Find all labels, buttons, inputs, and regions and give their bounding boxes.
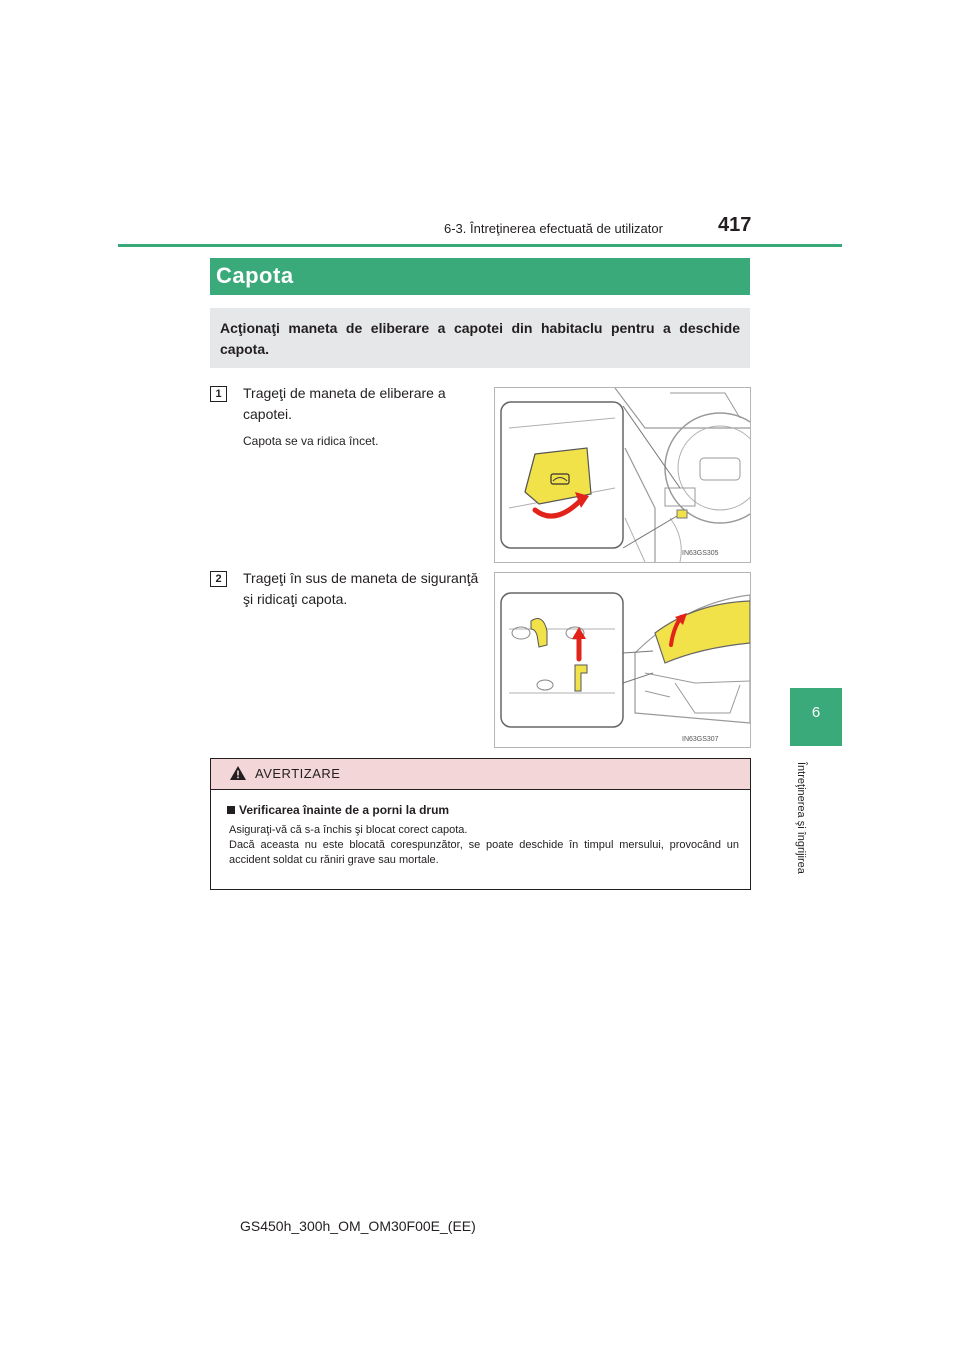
section-heading: 6-3. Întreţinerea efectuată de utilizator — [444, 221, 663, 236]
header-rule — [118, 244, 842, 247]
step-text-1: Trageţi de maneta de eliberare a capotei. — [243, 385, 446, 422]
warning-heading: AVERTIZARE — [255, 766, 341, 781]
chapter-label: Întreţinerea şi îngrijirea — [795, 762, 807, 874]
figure-hood-safety-lever — [494, 572, 751, 748]
instruction-text: Acţionaţi maneta de eliberare a capotei din habitaclu pentru a deschide capota. — [220, 320, 740, 357]
title-bar — [210, 258, 750, 295]
figure-code-1: IN63GS305 — [682, 550, 719, 557]
figure-hood-release-lever — [494, 387, 751, 563]
warning-body-line1: Asiguraţi-vă că s-a închis şi blocat corect capota. — [229, 824, 468, 836]
square-bullet-icon — [227, 806, 235, 814]
document-code: GS450h_300h_OM_OM30F00E_(EE) — [240, 1218, 476, 1234]
warning-triangle-icon — [229, 765, 247, 781]
warning-body-line2: Dacă aceasta nu este blocată corespunzător, se poate deschide în timpul mersului, provocând un accident soldat cu răniri grave sau mortale. — [229, 839, 739, 866]
instruction-box — [210, 308, 750, 368]
figure-code-2: IN63GS307 — [682, 736, 719, 743]
page-number: 417 — [718, 214, 752, 236]
step-number-2: 2 — [210, 571, 227, 587]
warning-subheading-row — [227, 803, 449, 817]
step-note-1: Capota se va ridica încet. — [243, 434, 379, 448]
chapter-number: 6 — [811, 704, 821, 721]
page-title: Capota — [216, 263, 294, 288]
step-text-2: Trageţi în sus de maneta de siguranţă şi ridicaţi capota. — [243, 570, 479, 607]
warning-header — [211, 759, 750, 790]
warning-subheading: Verificarea înainte de a porni la drum — [239, 803, 450, 817]
chapter-tab[interactable] — [790, 688, 842, 746]
warning-box — [210, 758, 751, 890]
warning-body — [229, 823, 739, 868]
step-number-1: 1 — [210, 386, 227, 402]
